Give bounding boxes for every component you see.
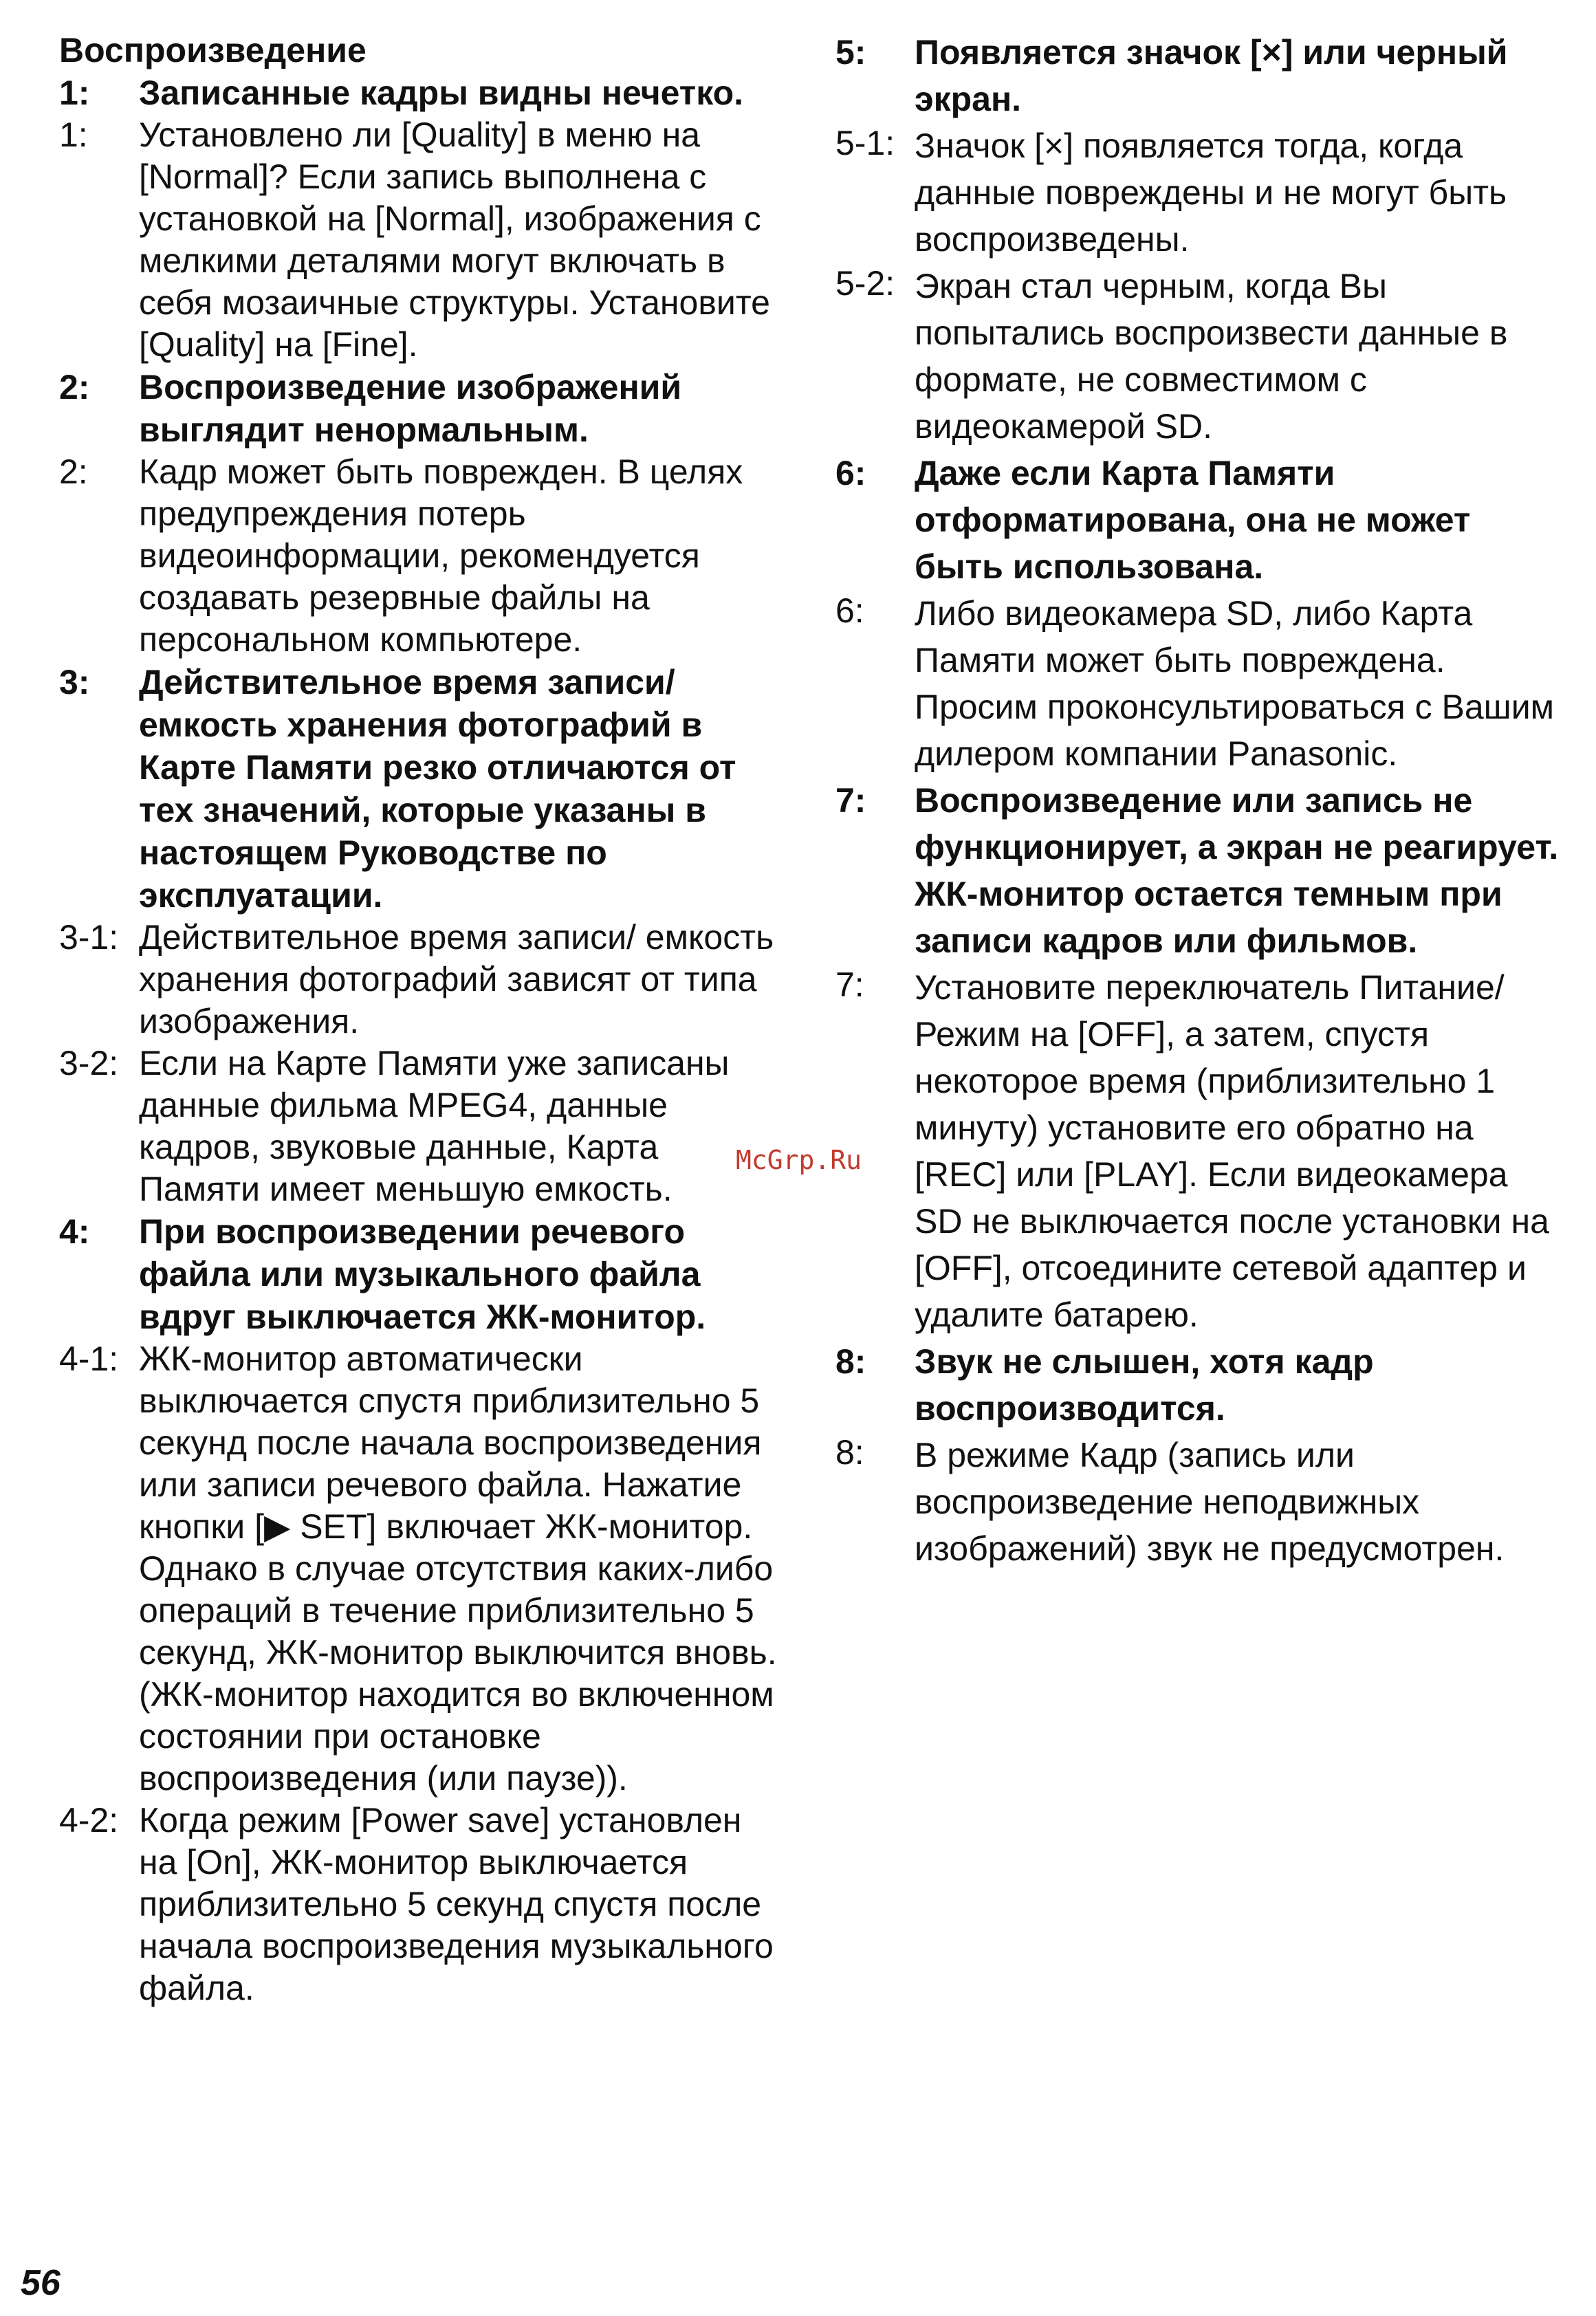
watermark: McGrp.Ru [736, 1145, 862, 1175]
item-number: 5: [835, 33, 866, 72]
question-text: При воспроизведении речевого файла или музыкального файла вдруг выключается ЖК-монитор. [139, 1212, 706, 1336]
question-item [59, 1210, 788, 1338]
item-number: 7: [835, 781, 866, 820]
answer-text: Установите переключатель Питание/ Режим на [OFF], а затем, спустя некоторое время (приблизительно 1 минуту) установите его обратно на [REC] или [PLAY]. Если видеокамера SD не выключается после установки на [OFF], отсоедините сетевой адаптер и удалите батарею. [915, 968, 1549, 1334]
answer-item [835, 263, 1564, 450]
right-column [835, 29, 1564, 1572]
section-heading: Воспроизведение [59, 31, 367, 69]
question-text: Звук не слышен, хотя кадр воспроизводится. [915, 1342, 1374, 1428]
page-number: 56 [21, 2263, 61, 2303]
question-item [835, 777, 1564, 964]
question-item [835, 29, 1564, 122]
item-number: 8: [835, 1342, 866, 1381]
question-text: Воспроизведение изображений выглядит ненормальным. [139, 368, 682, 449]
question-item [59, 661, 788, 917]
question-item [59, 72, 788, 114]
item-number: 4: [59, 1212, 90, 1251]
item-number: 2: [59, 368, 90, 406]
answer-text: Действительное время записи/ емкость хранения фотографий зависят от типа изображения. [139, 918, 774, 1040]
answer-item [835, 964, 1564, 1338]
answer-text: Значок [×] появляется тогда, когда данные повреждены и не могут быть воспроизведены. [915, 127, 1507, 259]
item-number: 7: [835, 965, 864, 1004]
left-column [59, 29, 788, 2009]
answer-text: Кадр может быть поврежден. В целях предупреждения потерь видеоинформации, рекомендуется создавать резервные файлы на персональном компьютере. [139, 452, 743, 659]
question-text: Воспроизведение или запись не функционирует, а экран не реагирует. ЖК-монитор остается темным при записи кадров или фильмов. [915, 781, 1559, 960]
answer-text: Экран стал черным, когда Вы попытались воспроизвести данные в формате, не совместимом с видеокамерой SD. [915, 267, 1508, 446]
answer-text: Если на Карте Памяти уже записаны данные фильма MPEG4, данные кадров, звуковые данные, Карта Памяти имеет меньшую емкость. [139, 1044, 730, 1208]
answer-text: В режиме Кадр (запись или воспроизведение неподвижных изображений) звук не предусмотрен. [915, 1436, 1505, 1568]
answer-text: Либо видеокамера SD, либо Карта Памяти может быть повреждена. Просим проконсультироваться с Вашим дилером компании Panasonic. [915, 594, 1555, 773]
answer-item [59, 1338, 788, 1800]
question-text: Появляется значок [×] или черный экран. [915, 33, 1508, 118]
item-number: 5-1: [835, 124, 895, 162]
answer-item [835, 122, 1564, 263]
question-item [835, 1338, 1564, 1432]
question-text: Действительное время записи/ емкость хранения фотографий в Карте Памяти резко отличаются от тех значений, которые указаны в настоящем Руководстве по эксплуатации. [139, 663, 736, 915]
answer-item [59, 1800, 788, 2009]
question-item [59, 366, 788, 451]
answer-item [59, 451, 788, 661]
item-number: 2: [59, 452, 88, 491]
item-number: 1: [59, 116, 88, 154]
question-item [835, 450, 1564, 590]
answer-text: Установлено ли [Quality] в меню на [Normal]? Если запись выполнена с установкой на [Normal], изображения с мелкими деталями могут включать в себя мозаичные структуры. Установите [Quality] на [Fine]. [139, 116, 770, 364]
question-text: Даже если Карта Памяти отформатирована, она не может быть использована. [915, 454, 1471, 586]
item-number: 4-1: [59, 1340, 119, 1378]
item-number: 4-2: [59, 1801, 119, 1839]
item-number: 6: [835, 591, 864, 630]
item-number: 3-1: [59, 918, 119, 957]
item-number: 3: [59, 663, 90, 701]
answer-item [835, 1432, 1564, 1572]
answer-item [835, 590, 1564, 777]
item-number: 3-2: [59, 1044, 119, 1082]
answer-item [59, 917, 788, 1042]
item-number: 1: [59, 74, 90, 112]
answer-item [59, 114, 788, 366]
answer-text: ЖК-монитор автоматически выключается спустя приблизительно 5 секунд после начала воспроизведения или записи речевого файла. Нажатие кнопки [▶ SET] включает ЖК-монитор. Однако в случае отсутствия каких-либо операций в течение приблизительно 5 секунд, ЖК-монитор выключится вновь. (ЖК-монитор находится во включенном состоянии при остановке воспроизведения (или паузе)). [139, 1340, 777, 1798]
item-number: 5-2: [835, 264, 895, 303]
item-number: 6: [835, 454, 866, 492]
item-number: 8: [835, 1433, 864, 1472]
answer-text: Когда режим [Power save] установлен на [On], ЖК-монитор выключается приблизительно 5 секунд спустя после начала воспроизведения музыкального файла. [139, 1801, 774, 2007]
question-text: Записанные кадры видны нечетко. [139, 74, 744, 112]
answer-item [59, 1042, 788, 1210]
